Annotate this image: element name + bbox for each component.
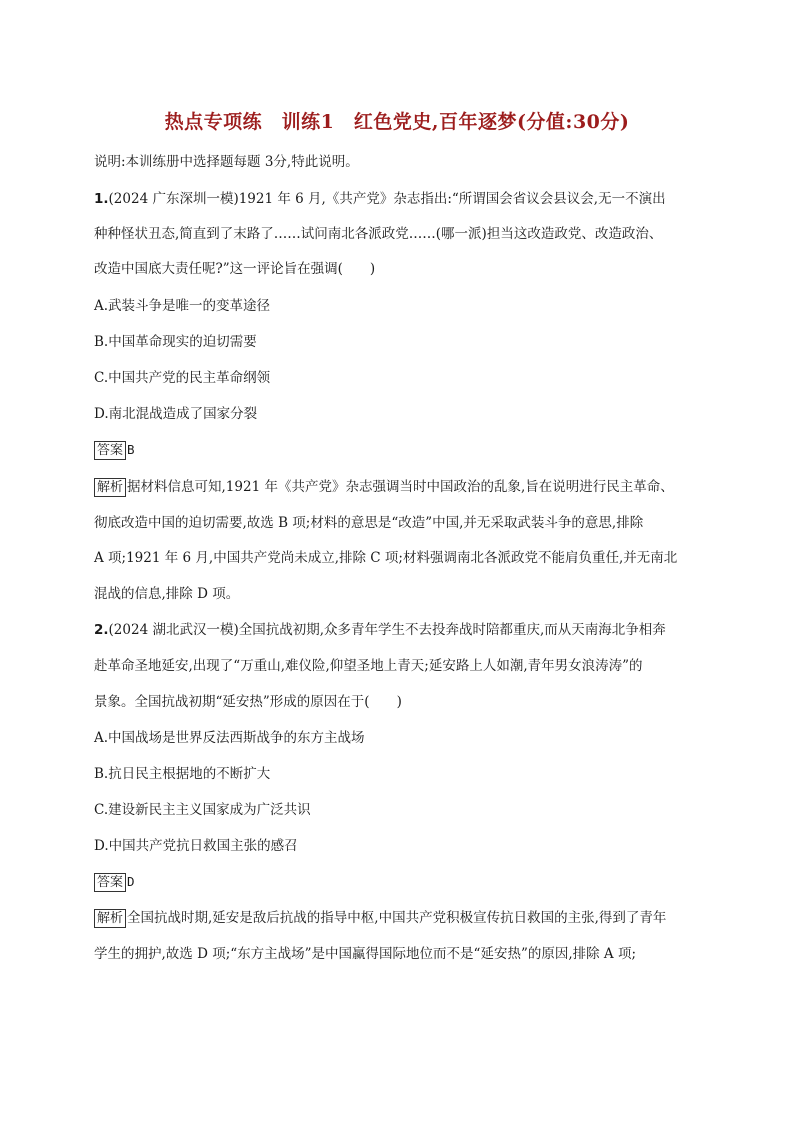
instructions: 说明:本训练册中选择题每题 3分,特此说明。 (94, 154, 359, 170)
question-2-option-a: A.中国战场是世界反法西斯战争的东方主战场 (94, 730, 365, 746)
question-1-line-2: 种种怪状丑态,简直到了末路了……试问南北各派政党……(哪一派)担当这改造政党、改造政治、 (94, 226, 663, 242)
question-2-text: (2024 湖北武汉一模)全国抗战初期,众多青年学生不去投奔战时陪都重庆,而从天南海北争相奔 (108, 622, 666, 638)
question-2-number: 2. (94, 622, 109, 638)
question-2-line-1 (94, 620, 666, 640)
analysis-tag: 解析 (94, 478, 126, 497)
question-1-analysis-line-4: 混战的信息,排除 D 项。 (94, 586, 240, 602)
question-1-option-c: C.中国共产党的民主革命纲领 (94, 370, 271, 386)
analysis-text: 全国抗战时期,延安是敌后抗战的指导中枢,中国共产党积极宣传抗日救国的主张,得到了青年 (127, 910, 667, 926)
analysis-tag: 解析 (94, 909, 126, 928)
answer-tag: 答案 (94, 441, 126, 460)
question-1-line-3: 改造中国底大责任呢?”这一评论旨在强调( ) (94, 261, 376, 277)
question-2-option-b: B.抗日民主根据地的不断扩大 (94, 766, 271, 782)
question-2-analysis-line-2: 学生的拥护,故选 D 项;“东方主战场”是中国赢得国际地位而不是“延安热”的原因,排除 A 项; (94, 946, 637, 962)
analysis-text: 据材料信息可知,1921 年《共产党》杂志强调当时中国政治的乱象,旨在说明进行民主革命、 (127, 479, 674, 495)
question-2-analysis-line-1 (94, 908, 666, 928)
question-2-option-d: D.中国共产党抗日救国主张的感召 (94, 838, 298, 854)
question-1-answer (94, 440, 135, 460)
question-1-number: 1. (94, 191, 109, 207)
question-1-option-b: B.中国革命现实的迫切需要 (94, 334, 257, 350)
question-2-answer (94, 872, 135, 892)
question-1-analysis-line-2: 彻底改造中国的迫切需要,故选 B 项;材料的意思是“改造”中国,并无采取武装斗争的意思,排除 (94, 515, 644, 531)
answer-tag: 答案 (94, 873, 126, 892)
question-1-option-d: D.南北混战造成了国家分裂 (94, 406, 258, 422)
question-2-line-3: 景象。全国抗战初期“延安热”形成的原因在于( ) (94, 694, 402, 710)
answer-value: D (127, 874, 135, 889)
page-title: 热点专项练 训练1 红色党史,百年逐梦(分值:30分) (164, 111, 630, 133)
question-1-option-a: A.武装斗争是唯一的变革途径 (94, 298, 271, 314)
question-2-line-2: 赴革命圣地延安,出现了“万重山,难仪险,仰望圣地上青天;延安路上人如潮,青年男女浪涛涛”的 (94, 658, 643, 674)
question-1-analysis-line-3: A 项;1921 年 6 月,中国共产党尚未成立,排除 C 项;材料强调南北各派政党不能肩负重任,并无南北 (94, 550, 678, 566)
question-1-analysis-line-1 (94, 477, 674, 497)
question-1-text: (2024 广东深圳一模)1921 年 6 月,《共产党》杂志指出:“所谓国会省议会县议会,无一不演出 (108, 191, 666, 207)
answer-value: B (127, 442, 135, 457)
question-2-option-c: C.建设新民主主义国家成为广泛共识 (94, 802, 311, 818)
question-1-line-1 (94, 189, 666, 209)
